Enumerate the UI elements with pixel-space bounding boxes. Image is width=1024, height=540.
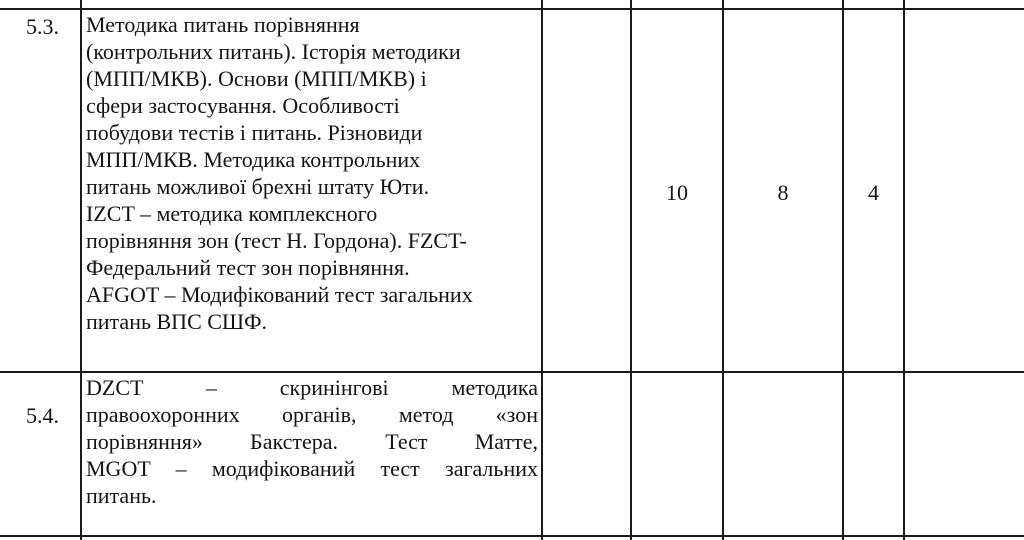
- topic-line: (МПП/МКВ). Основи (МПП/МКВ) і: [86, 66, 427, 91]
- topic-line: питань можливої брехні штату Юти.: [86, 174, 430, 199]
- topic-line: (контрольних питань). Історія методики: [86, 39, 461, 64]
- topic-line: питань ВПС СШФ.: [86, 309, 267, 334]
- topic-cell: [86, 374, 538, 509]
- column-divider: [903, 0, 905, 540]
- topic-line: порівняння зон (тест Н. Гордона). FZCT-: [86, 228, 467, 253]
- topic-line: сфери застосування. Особливості: [86, 93, 400, 118]
- topic-line: IZCT – методика комплексного: [86, 201, 378, 226]
- topic-line: правоохоронних органів, метод «зон: [86, 402, 538, 427]
- column-divider: [541, 0, 543, 540]
- topic-line: Методика питань порівняння: [86, 12, 360, 37]
- column-divider: [80, 0, 82, 540]
- topic-cell: [86, 11, 538, 335]
- topic-line: побудови тестів і питань. Різновиди: [86, 120, 423, 145]
- topic-line: AFGOT – Модифікований тест загальних: [86, 282, 473, 307]
- row-number: 5.4.: [26, 403, 59, 428]
- topic-line: DZCT – скринінгові методика: [86, 375, 538, 400]
- hours-practice-value: 4: [868, 180, 879, 205]
- topic-line: порівняння» Бакстера. Тест Матте,: [86, 429, 538, 454]
- table-border-top: [0, 8, 1024, 10]
- table-border-bottom: [0, 535, 1024, 537]
- row-number: 5.3.: [26, 14, 59, 39]
- topic-line: MGOT – модифікований тест загальних: [86, 456, 538, 481]
- column-divider: [630, 0, 632, 540]
- hours-total-value: 10: [666, 180, 688, 205]
- hours-lecture-value: 8: [777, 180, 789, 205]
- topic-line: питань.: [86, 483, 157, 508]
- row-divider: [0, 371, 1024, 373]
- topic-line: Федеральний тест зон порівняння.: [86, 255, 410, 280]
- column-divider: [722, 0, 724, 540]
- topic-line: МПП/МКВ. Методика контрольних: [86, 147, 421, 172]
- column-divider: [842, 0, 844, 540]
